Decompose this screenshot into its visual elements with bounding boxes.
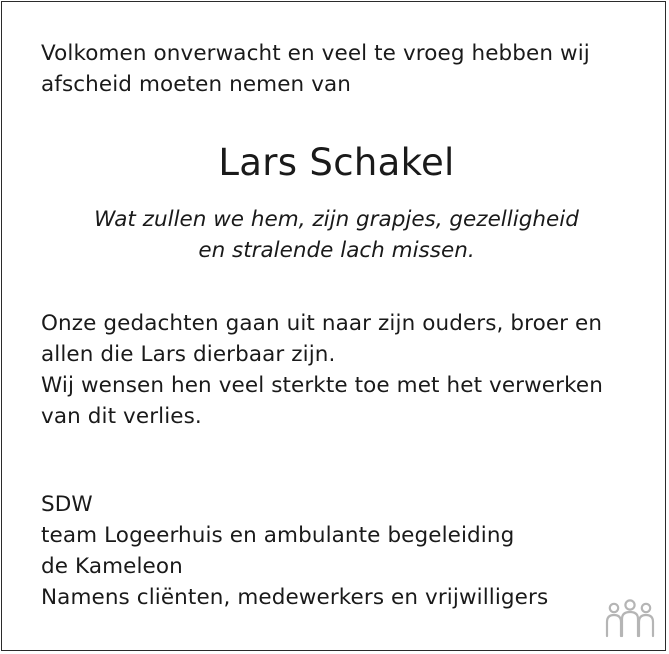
condolence-text — [41, 308, 603, 432]
memorial-quote — [2, 204, 669, 266]
intro-line: Volkomen onverwacht en veel te vroeg hebben wij — [41, 41, 590, 66]
condolence-line: van dit verlies. — [41, 404, 202, 429]
quote-line: en stralende lach missen. — [198, 238, 475, 263]
obituary-notice — [1, 1, 666, 651]
intro-text — [41, 38, 590, 100]
quote-line: Wat zullen we hem, zijn grapjes, gezelligheid — [94, 207, 579, 232]
condolence-line: allen die Lars dierbaar zijn. — [41, 342, 336, 367]
people-group-icon — [604, 598, 656, 638]
intro-line: afscheid moeten nemen van — [41, 72, 352, 97]
signoff-text — [41, 489, 548, 613]
signoff-line: team Logeerhuis en ambulante begeleiding — [41, 523, 515, 548]
condolence-line: Onze gedachten gaan uit naar zijn ouders, broer en — [41, 311, 603, 336]
condolence-line: Wij wensen hen veel sterkte toe met het verwerken — [41, 373, 603, 398]
signoff-line: de Kameleon — [41, 554, 183, 579]
deceased-name: Lars Schakel — [218, 141, 455, 184]
signoff-line: SDW — [41, 492, 93, 517]
signoff-line: Namens cliënten, medewerkers en vrijwilligers — [41, 585, 549, 610]
